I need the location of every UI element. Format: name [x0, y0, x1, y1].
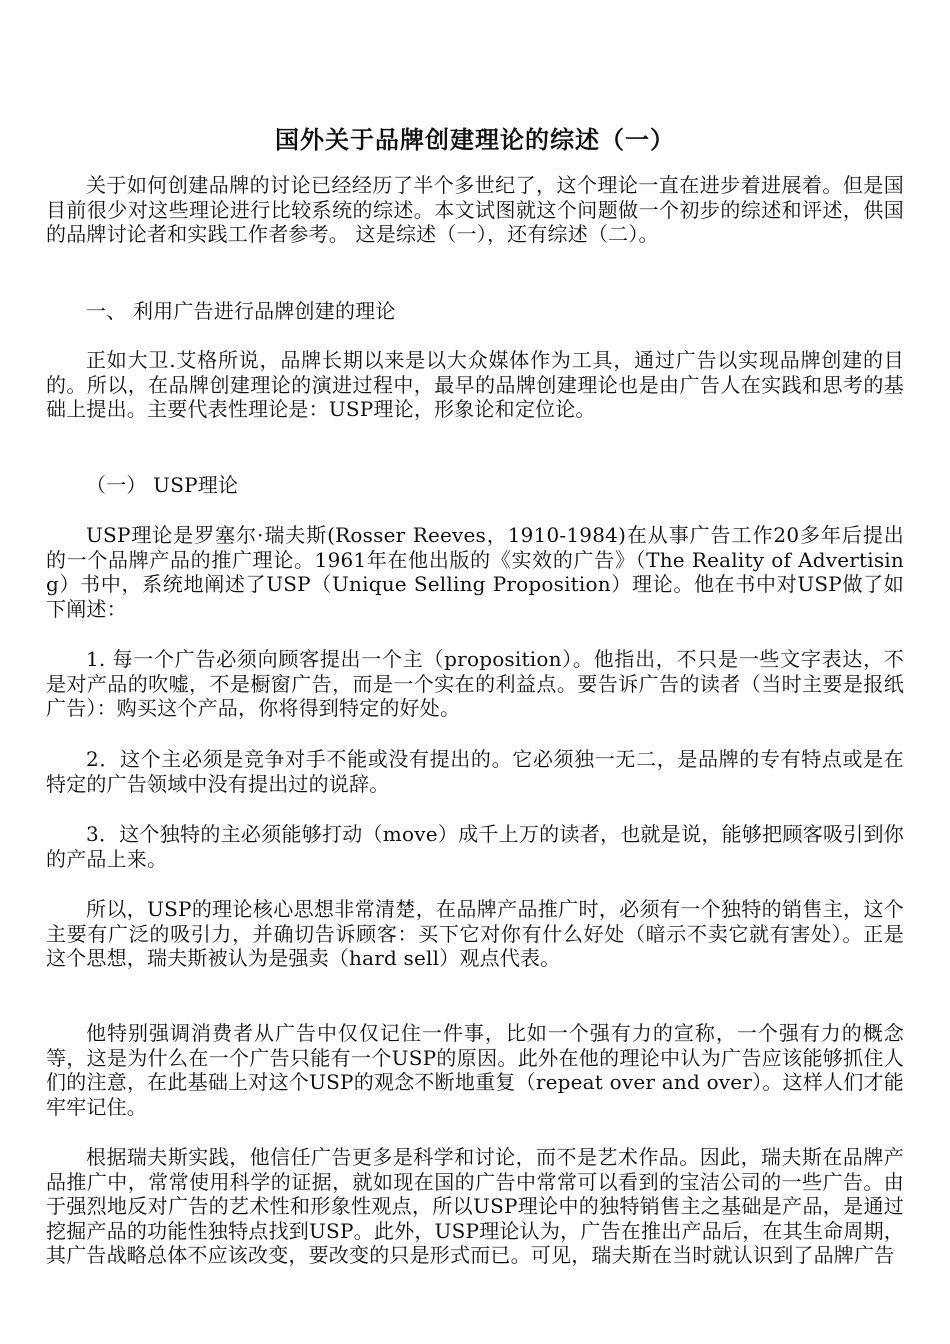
section-heading-advertising: 一、 利用广告进行品牌创建的理论: [86, 299, 396, 323]
usp-intro-paragraph: USP理论是罗塞尔·瑞夫斯(Rosser Reeves，1910-1984)在从事广告工作20多年后提出的一个品牌产品的推广理论。1961年在他出版的《实效的广告》（The Reality of Advertising）书中，系统地阐述了USP（Unique Selling Proposition）理论。他在书中对USP做了如下阐述：: [46, 523, 904, 621]
point-1-paragraph: 1. 每一个广告必须向顾客提出一个主（proposition）。他指出，不只是一些文字表达，不是对产品的吹嘘，不是橱窗广告，而是一个实在的利益点。要告诉广告的读者（当时主要是报纸广告）：购买这个产品，你将得到特定的好处。: [46, 647, 904, 721]
section-intro-paragraph: 正如大卫.艾格所说，品牌长期以来是以大众媒体作为工具，通过广告以实现品牌创建的目的。所以，在品牌创建理论的演进过程中，最早的品牌创建理论也是由广告人在实践和思考的基础上提出。主要代表性理论是：USP理论，形象论和定位论。: [46, 348, 904, 422]
subsection-heading-usp: （一） USP理论: [86, 473, 239, 497]
page-title: 国外关于品牌创建理论的综述（一）: [275, 125, 675, 155]
point-3-paragraph: 3．这个独特的主必须能够打动（move）成千上万的读者，也就是说，能够把顾客吸引到你的产品上来。: [46, 822, 904, 871]
practice-paragraph: 根据瑞夫斯实践，他信任广告更多是科学和讨论，而不是艺术作品。因此，瑞夫斯在品牌产品推广中，常常使用科学的证据，就如现在国的广告中常常可以看到的宝洁公司的一些广告。由于强烈地反对广告的艺术性和形象性观点，所以USP理论中的独特销售主之基础是产品，是通过挖掘产品的功能性独特点找到USP。此外，USP理论认为，广告在推出产品后，在其生命周期，其广告战略总体不应该改变，要改变的只是形式而已。可见，瑞夫斯在当时就认识到了品牌广告: [46, 1145, 904, 1268]
summary-paragraph: 所以，USP的理论核心思想非常清楚，在品牌产品推广时，必须有一个独特的销售主，这个主要有广泛的吸引力，并确切告诉顾客：买下它对你有什么好处（暗示不卖它就有害处）。正是这个思想，瑞夫斯被认为是强卖（hard sell）观点代表。: [46, 897, 904, 971]
emphasis-paragraph: 他特别强调消费者从广告中仅仅记住一件事，比如一个强有力的宣称，一个强有力的概念等，这是为什么在一个广告只能有一个USP的原因。此外在他的理论中认为广告应该能够抓住人们的注意，在此基础上对这个USP的观念不断地重复（repeat over and over）。这样人们才能牢牢记住。: [46, 1021, 904, 1119]
intro-paragraph: 关于如何创建品牌的讨论已经经历了半个多世纪了，这个理论一直在进步着进展着。但是国目前很少对这些理论进行比较系统的综述。本文试图就这个问题做一个初步的综述和评述，供国的品牌讨论者和实践工作者参考。 这是综述（一），还有综述（二）。: [46, 173, 904, 247]
point-2-paragraph: 2．这个主必须是竞争对手不能或没有提出的。它必须独一无二，是品牌的专有特点或是在特定的广告领域中没有提出过的说辞。: [46, 747, 904, 796]
